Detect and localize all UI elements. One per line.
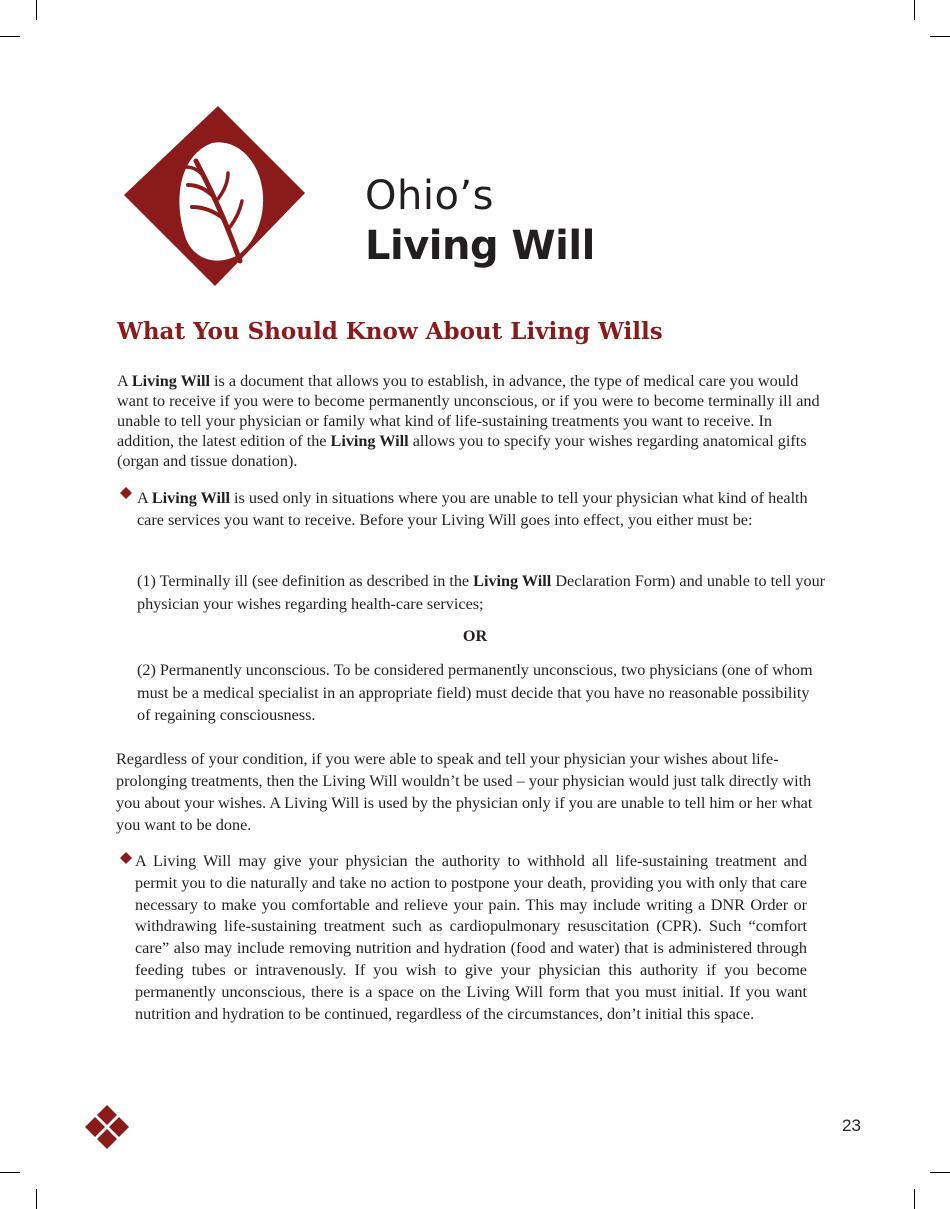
bullet-paragraph-2: A Living Will may give your physician the authority to withhold all life-sustaining treatment and permit you to die naturally and take no action to postpone your death, providing you with only that care necessary to make you comfortable and relieve your pain. This may include writing a DNR Order or withdrawing life-sustaining treatment such as cardiopulmonary resuscitation (CPR). Such “comfort care” also may include removing nutrition and hydration (food and water) that is administered through feeding tubes or intravenously. If you wish to give your physician this authority if you become permanently unconscious, there is a space on the Living Will form that you must initial. If you want nutrition and hydration to be continued, regardless of the circumstances, don’t initial this space. xyxy=(135,852,807,1023)
bold-term: Living Will xyxy=(131,372,210,390)
text-run: Declaration Form) and unable to tell your physician your wishes regarding health-care services; xyxy=(137,572,826,613)
four-diamond-icon xyxy=(84,1104,130,1150)
diamond-bullet-icon xyxy=(120,487,132,499)
page-number: 23 xyxy=(842,1116,861,1135)
text-run: is used only in situations where you are unable to tell your physician what kind of health care services you want to receive. Before your Living Will goes into effect, you either must be: xyxy=(137,489,808,529)
condition-2: (2) Permanently unconscious. To be considered permanently unconscious, two physicians (one of whom must be a medical specialist in an appropriate field) must decide that you have no reasonable possibility of regaining consciousness. xyxy=(137,661,813,724)
leaf-diamond-icon xyxy=(120,103,310,293)
text-run: allows you to specify your wishes regarding anatomical gifts (organ and tissue donation). xyxy=(117,432,807,470)
diamond-bullet-icon xyxy=(120,852,132,864)
crop-mark xyxy=(914,0,915,20)
text-run: (1) Terminally ill (see definition as described in the xyxy=(137,572,474,590)
or-separator: OR xyxy=(462,627,488,645)
condition-1 xyxy=(137,570,827,616)
bold-term: Living Will xyxy=(330,432,409,450)
crop-mark xyxy=(914,1189,915,1209)
intro-paragraph xyxy=(117,371,827,471)
title-line-1: Ohio’s xyxy=(365,173,494,219)
crop-mark xyxy=(36,0,37,20)
title-line-2: Living Will xyxy=(365,223,595,269)
document-title xyxy=(365,172,595,272)
bold-term: Living Will xyxy=(473,572,552,590)
text-run: A xyxy=(137,489,152,507)
crop-mark xyxy=(0,1172,20,1173)
text-run: A xyxy=(117,372,132,390)
crop-mark xyxy=(36,1189,37,1209)
paragraph-2: Regardless of your condition, if you were able to speak and tell your physician your wishes about life-prolonging treatments, then the Living Will wouldn’t be used – your physician would just talk directly with you about your wishes. A Living Will is used by the physician only if you are unable to tell him or her what you want to be done. xyxy=(116,750,813,834)
section-heading: What You Should Know About Living Wills xyxy=(117,318,663,345)
crop-mark xyxy=(0,36,20,37)
bullet-paragraph-1 xyxy=(137,487,827,531)
text-run: is a document that allows you to establish, in advance, the type of medical care you would want to receive if you were to become permanently unconscious, or if you were to become terminally ill and unable to tell your physician or family what kind of life-sustaining treatments you want to receive. In addition, the latest edition of the xyxy=(117,372,820,450)
crop-mark xyxy=(930,1172,950,1173)
crop-mark xyxy=(930,36,950,37)
bold-term: Living Will xyxy=(151,489,230,507)
